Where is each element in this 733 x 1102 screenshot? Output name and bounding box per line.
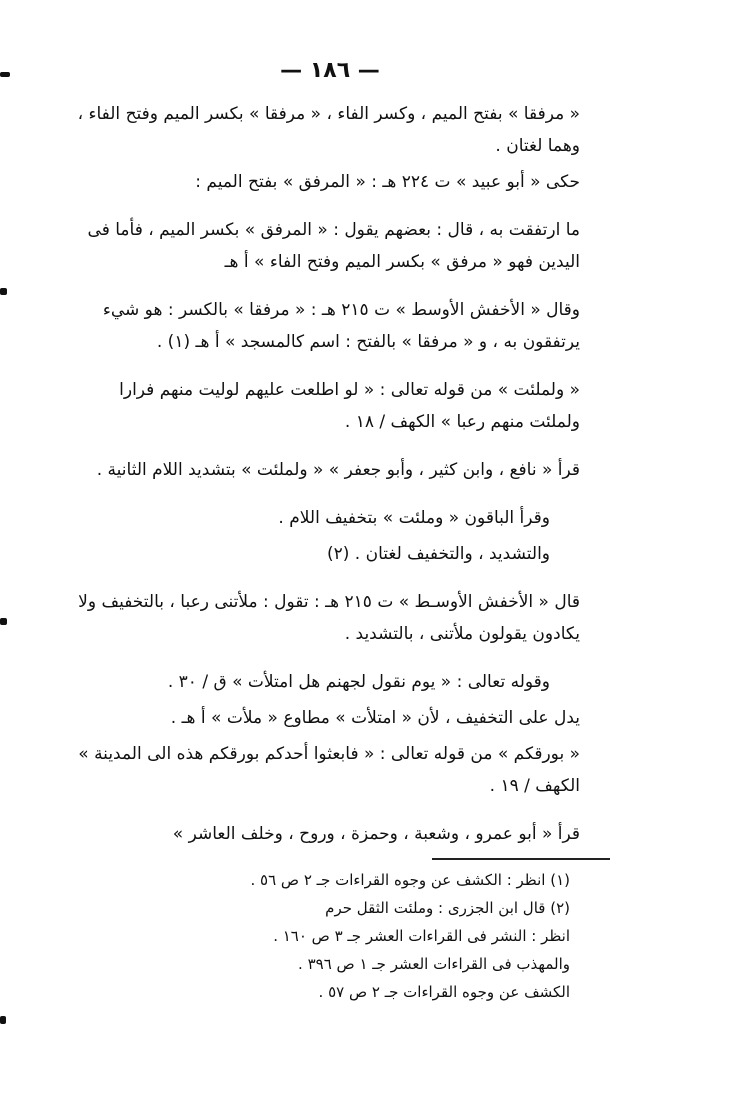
page-number: — ١٨٦ — [280,58,380,83]
paragraph-1: « مرفقا » بفتح الميم ، وكسر الفاء ، « مرفقا » بكسر الميم وفتح الفاء ، وهما لغتان . [77,104,580,156]
paragraph-11: يدل على التخفيف ، لأن « امتلأت » مطاوع « ملأت » أ هـ . [170,708,580,728]
footnote-3: انظر : النشر فى القراءات العشر جـ ٣ ص ١٦٠ . [273,927,570,945]
footnote-1: (١) انظر : الكشف عن وجوه القراءات جـ ٢ ص ٥٦ . [250,871,570,889]
footnote-4: والمهذب فى القراءات العشر جـ ١ ص ٣٩٦ . [298,955,570,973]
paragraph-10: وقوله تعالى : « يوم نقول لجهنم هل امتلأت » ق / ٣٠ . [167,672,550,692]
paragraph-12: « بورقكم » من قوله تعالى : « فابعثوا أحدكم بورقكم هذه الى المدينة » الكهف / ١٩ . [78,744,580,796]
main-text [70,98,610,866]
paragraph-13: قرأ « أبو عمرو ، وشعبة ، وحمزة ، وروح ، وخلف العاشر » [172,824,580,844]
scan-mark-mid-left [0,288,7,295]
paragraph-9: قال « الأخفش الأوسـط » ت ٢١٥ هـ : تقول : ملأتنى رعبا ، بالتخفيف ولا يكادون يقولون ملأتنى ، بالتشديد . [78,592,580,644]
footnote-separator [432,858,610,860]
paragraph-3: ما ارتفقت به ، قال : بعضهم يقول : « المرفق » بكسر الميم ، فأما فى اليدين فهو « مرفق » بكسر الميم وفتح الفاء » أ هـ [87,220,580,272]
paragraph-6: قرأ « نافع ، وابن كثير ، وأبو جعفر » « ولملئت » بتشديد اللام الثانية . [96,460,580,480]
footnotes [150,866,570,1006]
scan-mark-top-left [0,72,10,77]
scan-mark-bottom-left [0,1016,6,1024]
footnote-2: (٢) قال ابن الجزرى : وملئت الثقل حرم [325,899,570,917]
scan-mark-low-left [0,618,7,625]
paragraph-7: وقرأ الباقون « وملئت » بتخفيف اللام . [278,508,550,528]
paragraph-5: « ولملئت » من قوله تعالى : « لو اطلعت عليهم لوليت منهم فرارا ولملئت منهم رعبا » الكهف / ١٨ . [119,380,580,432]
paragraph-4: وقال « الأخفش الأوسط » ت ٢١٥ هـ : « مرفقا » بالكسر : هو شيء يرتفقون به ، و « مرفقا » بالفتح : اسم كالمسجد » أ هـ (١) . [102,300,580,352]
paragraph-2: حكى « أبو عبيد » ت ٢٢٤ هـ : « المرفق » بفتح الميم : [195,172,580,192]
paragraph-8: والتشديد ، والتخفيف لغتان . (٢) [326,544,550,564]
footnote-5: الكشف عن وجوه القراءات جـ ٢ ص ٥٧ . [318,983,570,1001]
